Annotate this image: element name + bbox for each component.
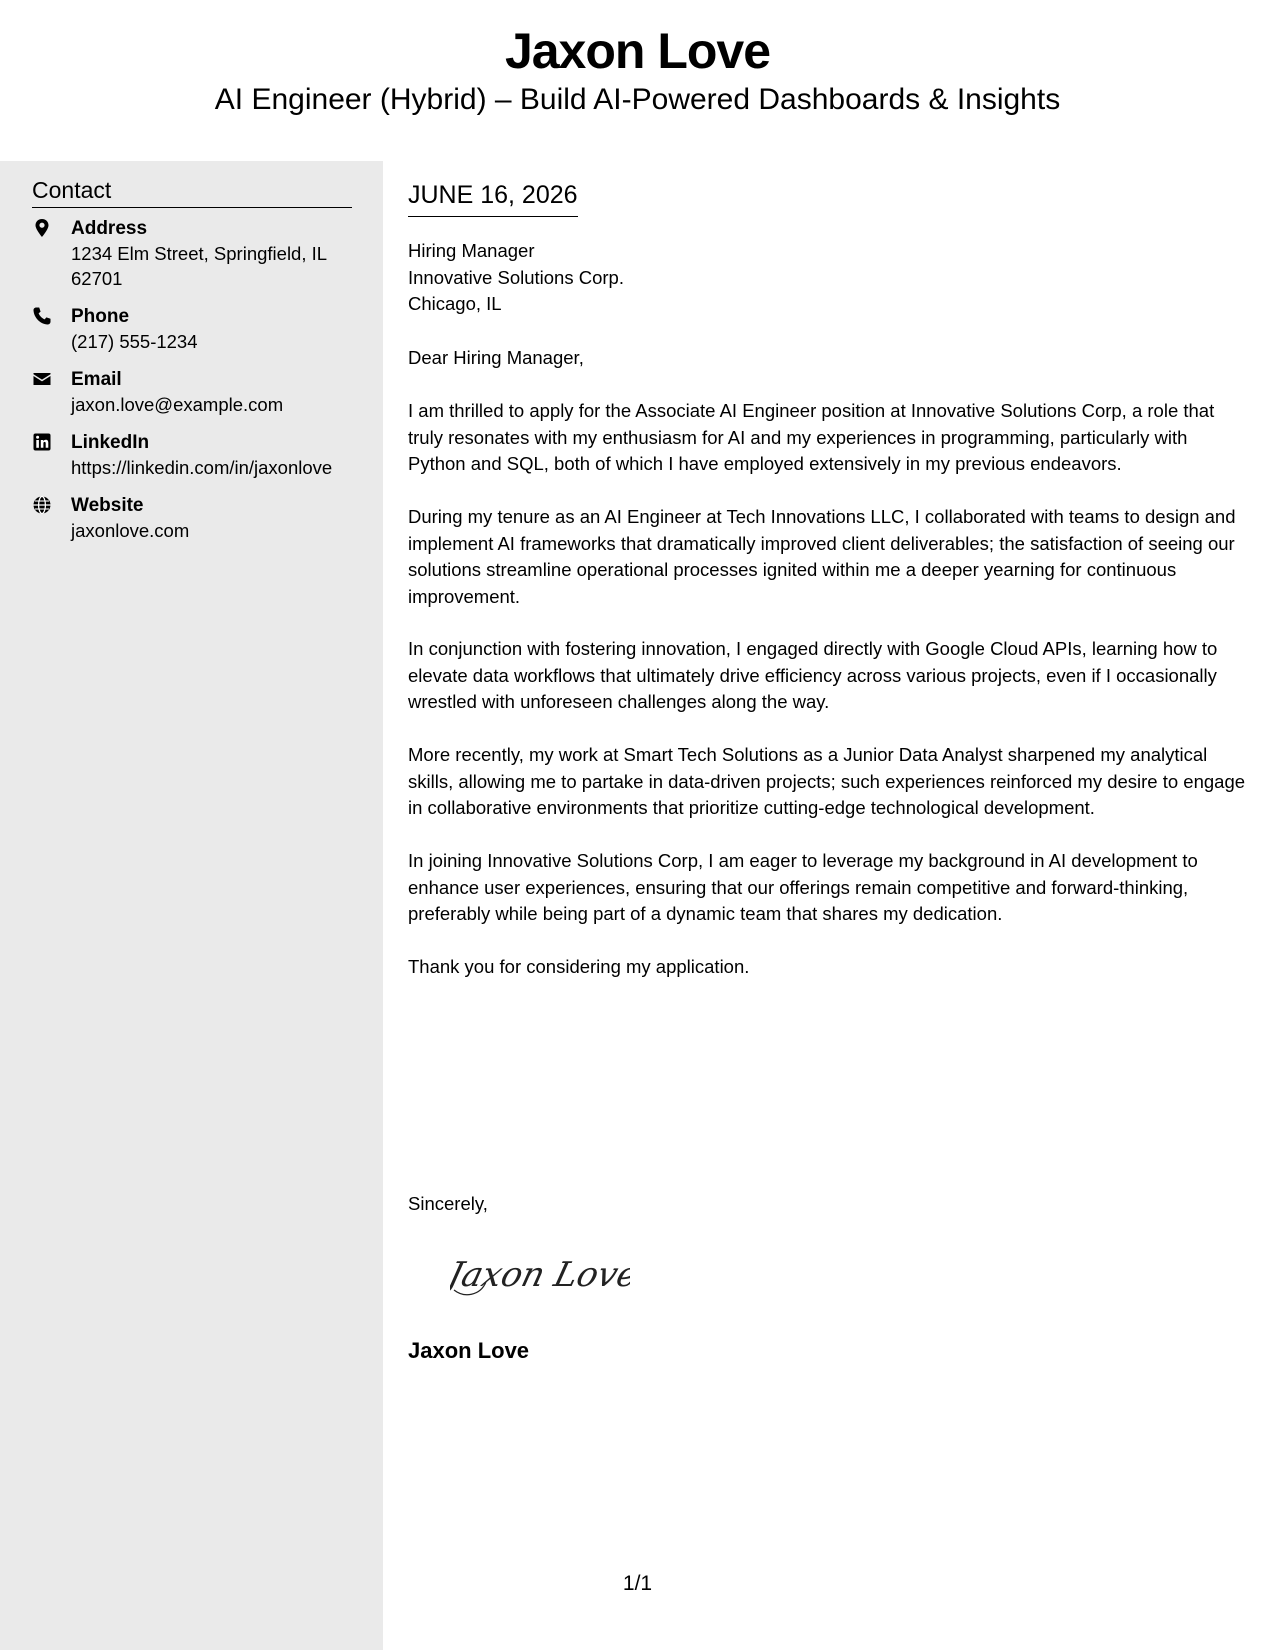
globe-icon	[32, 495, 56, 519]
handwritten-signature	[450, 1246, 630, 1307]
closing: Sincerely,	[408, 1193, 488, 1214]
recipient-block	[408, 238, 624, 318]
letter-date: JUNE 16, 2026	[408, 179, 578, 217]
contact-label: LinkedIn	[71, 432, 150, 453]
phone-value: (217) 555-1234	[71, 331, 198, 352]
map-marker-icon	[32, 218, 56, 242]
envelope-icon	[32, 369, 56, 393]
letter-paragraph: During my tenure as an AI Engineer at Tech Innovations LLC, I collaborated with teams to design and implement AI frameworks that dramatically improved client deliverables; the satisfaction of seeing our solutions streamline operational processes ignited within me a deeper yearning for continuous improvement.	[408, 506, 1236, 607]
phone-icon	[32, 306, 56, 330]
recipient-location: Chicago, IL	[408, 293, 502, 314]
linkedin-icon	[32, 432, 56, 456]
letter-paragraph: In conjunction with fostering innovation, I engaged directly with Google Cloud APIs, learning how to elevate data workflows that ultimately drive efficiency across various projects, even if I occasionally wrestled with unforeseen challenges along the way.	[408, 638, 1218, 712]
applicant-name: Jaxon Love	[504, 23, 771, 79]
position-title: AI Engineer (Hybrid) – Build AI-Powered Dashboards & Insights	[214, 83, 1061, 116]
letter-paragraph: More recently, my work at Smart Tech Solutions as a Junior Data Analyst sharpened my analytical skills, allowing me to partake in data-driven projects; such experiences reinforced my desire to engage in collaborative environments that prioritize cutting-edge technological development.	[408, 744, 1246, 818]
letter-paragraph: Thank you for considering my application.	[408, 956, 750, 977]
contact-label: Phone	[71, 306, 130, 327]
salutation: Dear Hiring Manager,	[408, 347, 584, 368]
website-value: jaxonlove.com	[71, 520, 190, 541]
contact-heading: Contact	[32, 175, 352, 208]
contact-label: Website	[71, 495, 144, 516]
recipient-company: Innovative Solutions Corp.	[408, 266, 624, 288]
signature-text: Jaxon Love	[450, 1255, 630, 1295]
address-value: 1234 Elm Street, Springfield, IL 62701	[71, 243, 327, 289]
letter-header	[0, 0, 1275, 161]
signer-name: Jaxon Love	[408, 1338, 530, 1363]
email-value: jaxon.love@example.com	[71, 394, 284, 415]
linkedin-value: https://linkedin.com/in/jaxonlove	[71, 457, 333, 478]
contact-label: Address	[71, 218, 148, 239]
page-number: 1/1	[622, 1572, 653, 1595]
contact-label: Email	[71, 369, 122, 390]
recipient-title: Hiring Manager	[408, 240, 535, 261]
letter-paragraph: I am thrilled to apply for the Associate AI Engineer position at Innovative Solutions Corp, a role that truly resonates with my enthusiasm for AI and my experiences in programming, particularly with Python and SQL, both of which I have employed extensively in my previous endeavors.	[408, 400, 1215, 474]
contact-sidebar	[0, 161, 383, 1650]
letter-paragraph: In joining Innovative Solutions Corp, I am eager to leverage my background in AI development to enhance user experiences, ensuring that our offerings remain competitive and forward-thinking, preferably while being part of a dynamic team that shares my dedication.	[408, 850, 1198, 924]
